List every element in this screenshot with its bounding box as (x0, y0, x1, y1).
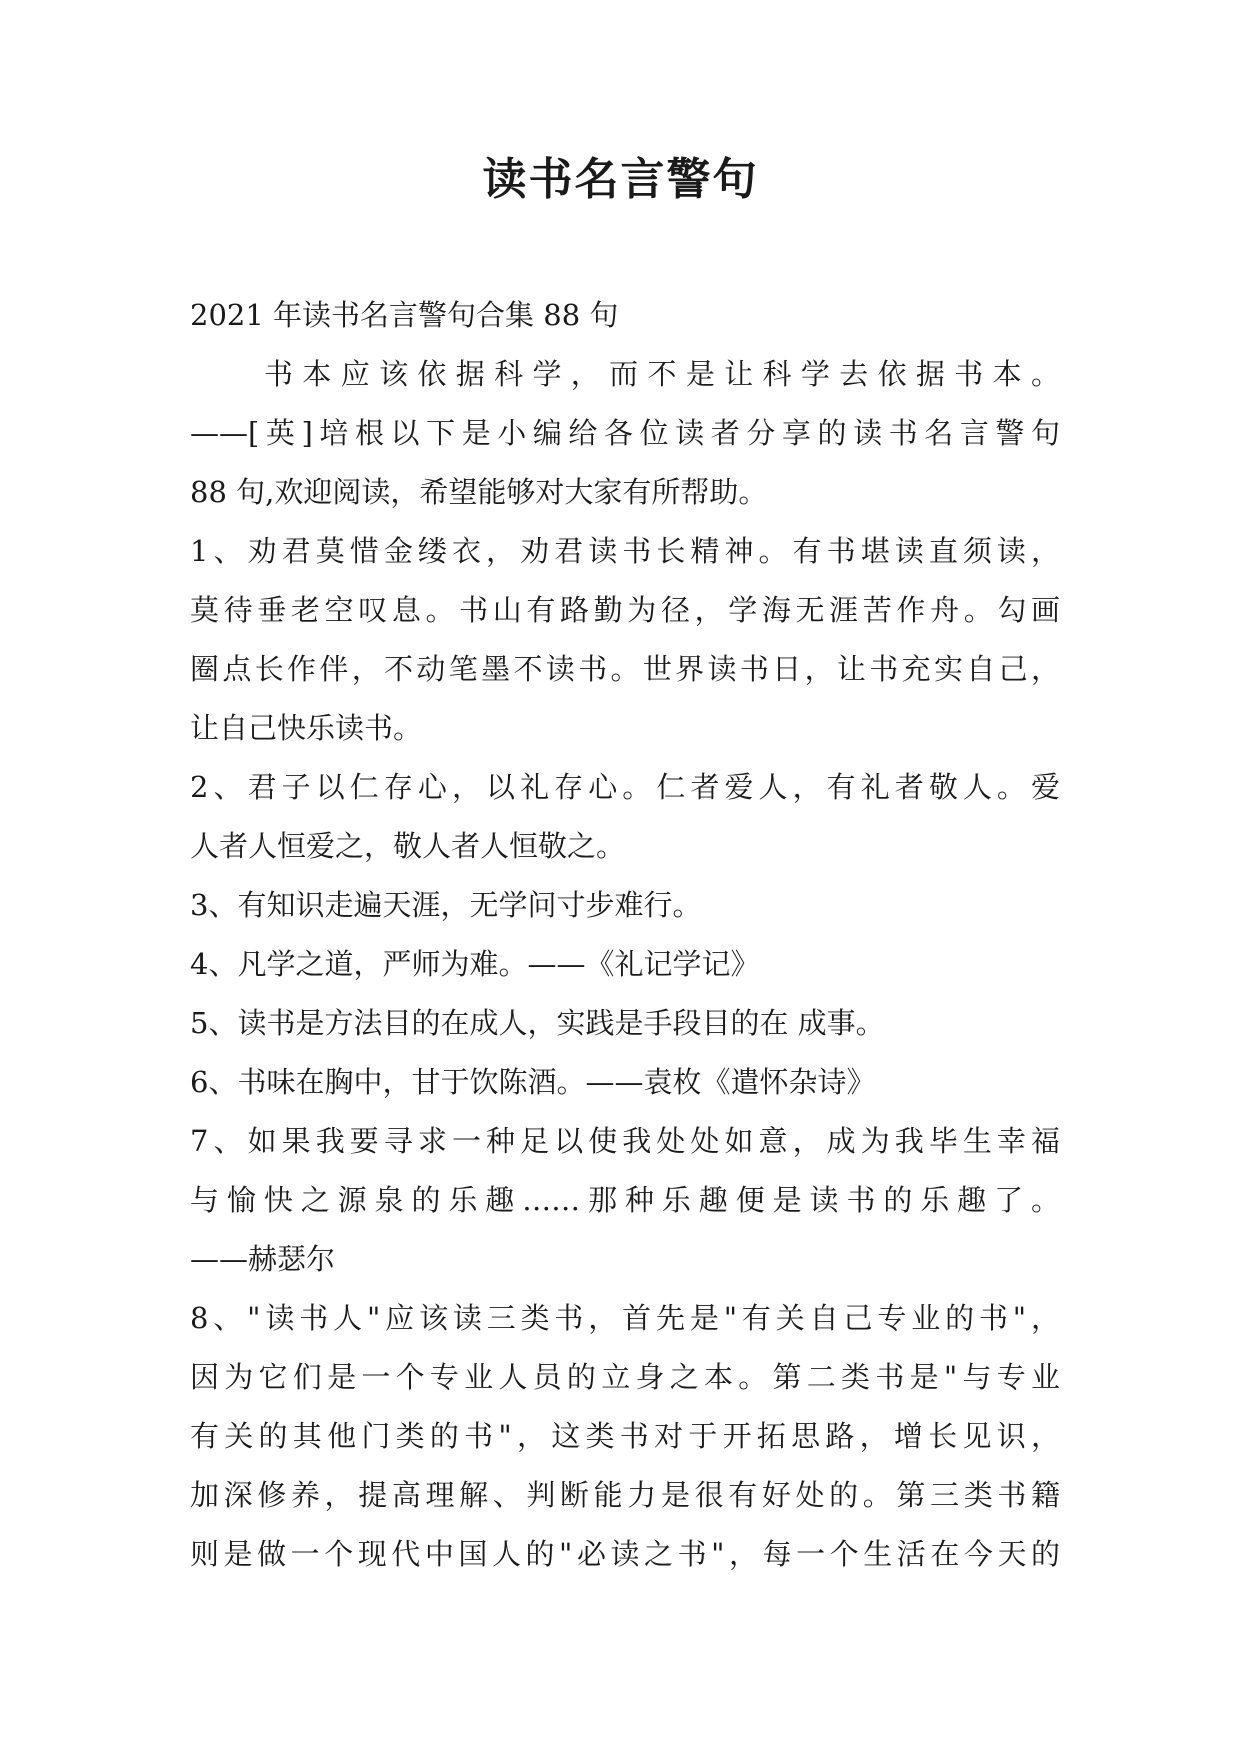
quote-5-line: 5、读书是方法目的在成人，实践是手段目的在 成事。 (190, 1006, 885, 1040)
quote-7-line: 与愉快之源泉的乐趣……那种乐趣便是读书的乐趣了。 (190, 1183, 1060, 1217)
quote-1-line: 1、劝君莫惜金缕衣，劝君读书长精神。有书堪读直须读， (190, 534, 1060, 568)
quote-3-line: 3、有知识走遍天涯，无学问寸步难行。 (190, 888, 702, 922)
quote-8-line: 8、"读书人"应该读三类书，首先是"有关自己专业的书"， (190, 1301, 1060, 1335)
quote-7-line: 7、如果我要寻求一种足以使我处处如意，成为我毕生幸福 (190, 1124, 1060, 1158)
body-line: 88 句,欢迎阅读，希望能够对大家有所帮助。 (190, 475, 768, 509)
quote-8-line: 有关的其他门类的书"，这类书对于开拓思路，增长见识， (190, 1419, 1060, 1453)
quote-8-line: 则是做一个现代中国人的"必读之书"，每一个生活在今天的 (190, 1537, 1060, 1571)
quote-2-line: 2、君子以仁存心，以礼存心。仁者爱人，有礼者敬人。爱 (190, 770, 1060, 804)
document-title: 读书名言警句 (482, 154, 759, 205)
quote-6-line: 6、书味在胸中，甘于饮陈酒。——袁枚《遣怀杂诗》 (190, 1065, 876, 1099)
quote-1-line: 让自己快乐读书。 (190, 711, 423, 745)
quote-8-line: 加深修养，提高理解、判断能力是很有好处的。第三类书籍 (190, 1478, 1060, 1512)
quote-8-line: 因为它们是一个专业人员的立身之本。第二类书是"与专业 (190, 1360, 1060, 1394)
quote-1-line: 莫待垂老空叹息。书山有路勤为径，学海无涯苦作舟。勾画 (190, 593, 1060, 627)
quote-1-line: 圈点长作伴，不动笔墨不读书。世界读书日，让书充实自己， (190, 652, 1060, 686)
quote-2-line: 人者人恒爱之，敬人者人恒敬之。 (190, 829, 626, 863)
body-line: ——[英]培根以下是小编给各位读者分享的读书名言警句 (190, 416, 1060, 450)
quote-4-line: 4、凡学之道，严师为难。——《礼记学记》 (190, 947, 760, 981)
body-line: 书本应该依据科学，而不是让科学去依据书本。 (264, 357, 1060, 391)
document-body (190, 286, 1060, 1584)
quote-7-line: ——赫瑟尔 (190, 1242, 336, 1276)
intro-heading-line: 2021 年读书名言警句合集 88 句 (190, 298, 619, 332)
